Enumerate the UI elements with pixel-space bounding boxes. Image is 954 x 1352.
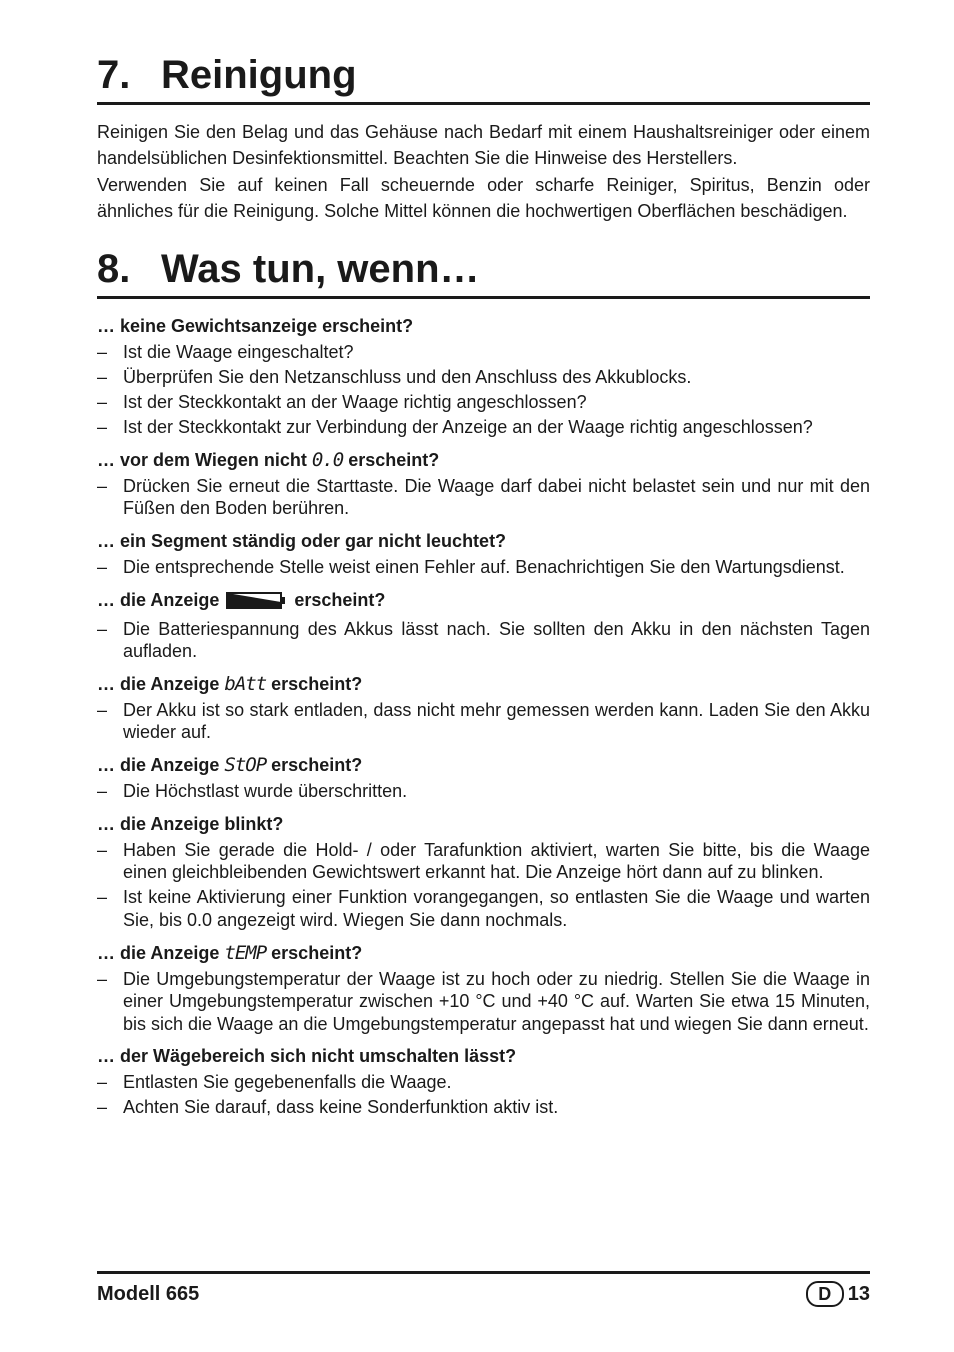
dash-bullet: – — [97, 392, 108, 413]
answer-item — [97, 839, 870, 884]
answer-item — [97, 699, 870, 744]
lcd-display-symbol: StOP — [224, 754, 267, 777]
dash-bullet: – — [97, 887, 108, 908]
dash-bullet: – — [97, 618, 108, 639]
answer-item — [97, 968, 870, 1036]
question-text-end: erscheint? — [271, 755, 363, 776]
answer-text: Ist keine Aktivierung einer Funktion vorangegangen, so entlasten Sie die Waage und warten Sie, bis 0.0 angezeigt wird. Wiegen Sie dann nochmals. — [123, 887, 870, 930]
dash-bullet: – — [97, 475, 108, 496]
question-heading — [97, 754, 870, 777]
section-8-title: Was tun, wenn… — [161, 247, 480, 291]
question-text: … vor dem Wiegen nicht — [97, 449, 307, 470]
dash-bullet: – — [97, 417, 108, 438]
answer-item — [97, 556, 870, 579]
dash-bullet: – — [97, 839, 108, 860]
lcd-display-symbol: 0.0 — [311, 448, 344, 471]
question-text-end: erscheint? — [348, 449, 440, 470]
section-7-number: 7. — [97, 53, 131, 97]
answer-item — [97, 886, 870, 931]
question-heading — [97, 589, 870, 615]
battery-low-icon — [226, 592, 286, 615]
troubleshooting-list — [97, 315, 870, 1121]
question-heading — [97, 449, 870, 472]
section-7-title: Reinigung — [161, 53, 357, 97]
question-text: … der Wägebereich sich nicht umschalten lässt? — [97, 1046, 517, 1067]
question-heading — [97, 1045, 870, 1068]
question-heading — [97, 315, 870, 338]
answer-text: Entlasten Sie gegebenenfalls die Waage. — [123, 1072, 452, 1093]
page-number: 13 — [847, 1282, 870, 1305]
answer-text: Achten Sie darauf, dass keine Sonderfunktion aktiv ist. — [123, 1097, 559, 1118]
answer-item — [97, 416, 870, 439]
answer-text: Die entsprechende Stelle weist einen Fehler auf. Benachrichtigen Sie den Wartungsdienst. — [123, 557, 845, 578]
lcd-display-symbol: bAtt — [224, 672, 267, 695]
dash-bullet: – — [97, 557, 108, 578]
question-heading — [97, 813, 870, 836]
question-heading — [97, 942, 870, 965]
cleaning-paragraph-1: Reinigen Sie den Belag und das Gehäuse nach Bedarf mit einem Haushaltsreiniger oder einem handelsüblichen Desinfektionsmittel. Beachten Sie die Hinweise des Herstellers. — [97, 122, 870, 168]
question-text: … keine Gewichtsanzeige erscheint? — [97, 316, 414, 336]
answer-item — [97, 1096, 870, 1119]
lcd-display-symbol: tEMP — [224, 941, 267, 964]
dash-bullet: – — [97, 699, 108, 720]
section-8-number: 8. — [97, 247, 131, 291]
answer-text: Haben Sie gerade die Hold- / oder Tarafunktion aktiviert, warten Sie bitte, bis die Waage einen gleichbleibenden Gewichtswert erkannt hat. Die Anzeige hört dann auf zu blinken. — [123, 839, 870, 883]
question-text: … die Anzeige blinkt? — [97, 813, 284, 834]
answer-item — [97, 366, 870, 389]
answer-text: Der Akku ist so stark entladen, dass nicht mehr gemessen werden kann. Laden Sie den Akku wieder auf. — [123, 699, 870, 743]
section-7-heading — [97, 52, 870, 105]
dash-bullet: – — [97, 367, 108, 388]
question-text-end: erscheint? — [271, 942, 363, 963]
question-text: … die Anzeige — [97, 673, 220, 694]
answer-text: Ist die Waage eingeschaltet? — [123, 342, 354, 362]
dash-bullet: – — [97, 968, 108, 989]
answer-item — [97, 475, 870, 520]
page-indicator — [806, 1281, 870, 1307]
page-footer — [97, 1271, 870, 1307]
dash-bullet: – — [97, 342, 108, 362]
answer-item — [97, 391, 870, 414]
language-badge: D — [806, 1281, 844, 1307]
answer-text: Ist der Steckkontakt zur Verbindung der Anzeige an der Waage richtig angeschlossen? — [123, 417, 813, 438]
section-8-heading — [97, 246, 870, 299]
question-text: … die Anzeige — [97, 589, 220, 610]
question-text: … die Anzeige — [97, 942, 220, 963]
answer-item — [97, 341, 870, 364]
answer-item — [97, 618, 870, 663]
model-label: Modell 665 — [97, 1282, 200, 1305]
answer-text: Die Batteriespannung des Akkus lässt nach. Sie sollten den Akku in den nächsten Tagen aufladen. — [123, 618, 870, 662]
question-text: … ein Segment ständig oder gar nicht leuchtet? — [97, 531, 507, 552]
answer-text: Ist der Steckkontakt an der Waage richtig angeschlossen? — [123, 392, 587, 413]
answer-text: Drücken Sie erneut die Starttaste. Die Waage darf dabei nicht belastet sein und nur mit den Füßen den Boden berühren. — [123, 475, 870, 519]
dash-bullet: – — [97, 1072, 108, 1093]
question-text-end: erscheint? — [271, 673, 363, 694]
question-heading — [97, 673, 870, 696]
question-text-end: erscheint? — [294, 589, 386, 610]
question-text: … die Anzeige — [97, 755, 220, 776]
answer-text: Überprüfen Sie den Netzanschluss und den Anschluss des Akkublocks. — [123, 367, 692, 388]
answer-item — [97, 780, 870, 803]
answer-text: Die Umgebungstemperatur der Waage ist zu hoch oder zu niedrig. Stellen Sie die Waage in einer Umgebungstemperatur zwischen +10 °C und +40 °C auf. Warten Sie etwa 15 Minuten, bis sich die Waage an die Umgebungstemperatur angepasst hat und wiegen Sie dann erneut. — [123, 968, 870, 1034]
answer-text: Die Höchstlast wurde überschritten. — [123, 781, 408, 802]
dash-bullet: – — [97, 781, 108, 802]
dash-bullet: – — [97, 1097, 108, 1118]
cleaning-paragraph-2: Verwenden Sie auf keinen Fall scheuernde oder scharfe Reiniger, Spiritus, Benzin oder ähnliches für die Reinigung. Solche Mittel können die hochwertigen Oberflächen beschädigen. — [97, 175, 870, 221]
answer-item — [97, 1071, 870, 1094]
question-heading — [97, 530, 870, 553]
